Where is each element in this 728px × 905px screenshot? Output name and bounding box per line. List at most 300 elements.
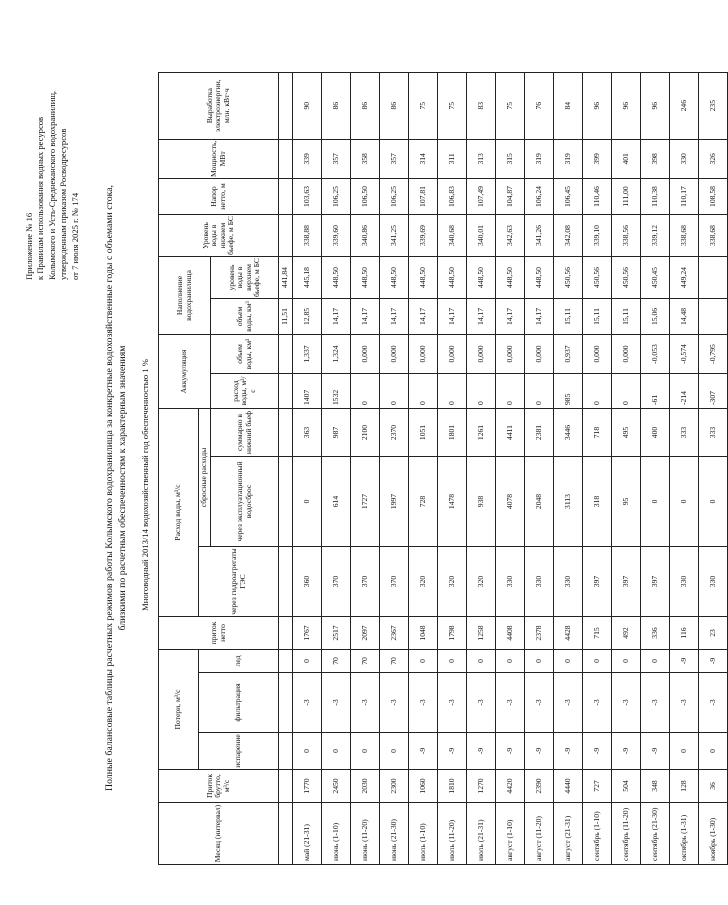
energy-cell: 76: [525, 72, 554, 139]
table-row: [351, 72, 380, 864]
inflow-net-cell: 336: [641, 617, 670, 650]
fill-volume-cell: 14,17: [351, 299, 380, 335]
header-evaporation: испарение: [199, 733, 279, 770]
power-cell: 314: [409, 139, 438, 178]
hpp-discharge-cell: 397: [641, 547, 670, 617]
acc-flow-cell: 0: [525, 374, 554, 409]
ice-cell: 70: [351, 650, 380, 673]
inflow-gross-cell: 1060: [409, 770, 438, 803]
power-cell: 311: [438, 139, 467, 178]
table-body: [293, 72, 728, 864]
total-downstream-cell: 2100: [351, 409, 380, 457]
upstream-level-cell: 448,50: [525, 257, 554, 299]
header-via-spillway: через эксплуатационный водосброс: [211, 457, 279, 547]
month-cell: июнь (1-10): [322, 803, 351, 865]
acc-volume-cell: 0,000: [409, 335, 438, 374]
energy-cell: 75: [438, 72, 467, 139]
power-cell: 358: [351, 139, 380, 178]
inflow-gross-cell: 36: [699, 770, 728, 803]
inflow-gross-cell: 727: [583, 770, 612, 803]
appendix-line: Приложение № 16: [24, 212, 34, 280]
fill-volume-cell: 15,11: [583, 299, 612, 335]
downstream-level-cell: 342,63: [496, 215, 525, 257]
acc-flow-cell: 0: [496, 374, 525, 409]
acc-volume-cell: 0,000: [380, 335, 409, 374]
header-energy: Выработка электроэнергии, млн. кВт·ч: [159, 72, 279, 139]
filtration-cell: -3: [612, 673, 641, 733]
energy-cell: 86: [322, 72, 351, 139]
upstream-level-cell: 448,50: [467, 257, 496, 299]
ice-cell: 0: [496, 650, 525, 673]
table-row: [525, 72, 554, 864]
hpp-discharge-cell: 360: [293, 547, 322, 617]
hpp-discharge-cell: 330: [554, 547, 583, 617]
ice-cell: 0: [438, 650, 467, 673]
evaporation-cell: -9: [641, 733, 670, 770]
month-cell: июнь (11-20): [351, 803, 380, 865]
hpp-discharge-cell: 370: [380, 547, 409, 617]
head-cell: 111,00: [612, 179, 641, 215]
ice-cell: 70: [380, 650, 409, 673]
total-downstream-cell: 2370: [380, 409, 409, 457]
power-cell: 339: [293, 139, 322, 178]
ice-cell: 0: [525, 650, 554, 673]
upstream-level-cell: 448,50: [351, 257, 380, 299]
power-cell: 401: [612, 139, 641, 178]
acc-flow-cell: 0: [583, 374, 612, 409]
downstream-level-cell: 338,68: [699, 215, 728, 257]
inflow-net-cell: 492: [612, 617, 641, 650]
head-cell: 106,45: [554, 179, 583, 215]
document-title: [104, 163, 129, 813]
upstream-level-cell: 450,56: [554, 257, 583, 299]
ice-cell: -9: [699, 650, 728, 673]
total-downstream-cell: 333: [699, 409, 728, 457]
header-fill-volume: объем воды, км³: [211, 299, 279, 335]
acc-flow-cell: 0: [438, 374, 467, 409]
acc-volume-cell: 0,000: [467, 335, 496, 374]
filtration-cell: -3: [641, 673, 670, 733]
month-cell: август (1-10): [496, 803, 525, 865]
header-losses: Потери, м³/с: [159, 650, 199, 770]
power-cell: 357: [380, 139, 409, 178]
downstream-level-cell: 340,86: [351, 215, 380, 257]
table-row: [670, 72, 699, 864]
acc-flow-cell: 1407: [293, 374, 322, 409]
fill-volume-cell: 15,11: [612, 299, 641, 335]
upstream-level-cell: [699, 257, 728, 299]
downstream-level-cell: 341,25: [380, 215, 409, 257]
energy-cell: 90: [293, 72, 322, 139]
header-inflow-net: приток нетто: [159, 617, 279, 650]
inflow-net-cell: 1798: [438, 617, 467, 650]
table-row: [641, 72, 670, 864]
acc-flow-cell: 0: [612, 374, 641, 409]
inflow-gross-cell: 1270: [467, 770, 496, 803]
table-row: [699, 72, 728, 864]
header-acc-flow: расход воды, м³/с: [211, 374, 279, 409]
acc-flow-cell: 0: [467, 374, 496, 409]
ice-cell: 0: [409, 650, 438, 673]
appendix-note: [24, 91, 81, 280]
spillway-discharge-cell: 1997: [380, 457, 409, 547]
title-line: Полные балансовые таблицы расчетных режимов работы Колымского водохранилища за конкретные водохозяйственные годы с объемами стока,: [104, 185, 115, 791]
spillway-discharge-cell: 318: [583, 457, 612, 547]
fill-volume-cell: 14,17: [496, 299, 525, 335]
fill-volume-cell: [699, 299, 728, 335]
downstream-level-cell: 338,56: [612, 215, 641, 257]
acc-flow-cell: -307: [699, 374, 728, 409]
header-inflow-gross: Приток брутто, м³/с: [159, 770, 279, 803]
hpp-discharge-cell: 320: [467, 547, 496, 617]
hpp-discharge-cell: 330: [525, 547, 554, 617]
hpp-discharge-cell: 330: [496, 547, 525, 617]
hpp-discharge-cell: 370: [322, 547, 351, 617]
table-row: [438, 72, 467, 864]
evaporation-cell: 0: [322, 733, 351, 770]
month-cell: ноябрь (1-30): [699, 803, 728, 865]
hpp-discharge-cell: 320: [409, 547, 438, 617]
filtration-cell: -3: [525, 673, 554, 733]
evaporation-cell: -9: [409, 733, 438, 770]
upstream-level-cell: 448,50: [380, 257, 409, 299]
ice-cell: 0: [583, 650, 612, 673]
initial-upstream-level: 441,84: [279, 257, 293, 299]
filtration-cell: -3: [670, 673, 699, 733]
total-downstream-cell: 333: [670, 409, 699, 457]
inflow-gross-cell: 2300: [380, 770, 409, 803]
evaporation-cell: 0: [380, 733, 409, 770]
table-row: [380, 72, 409, 864]
head-cell: 106,24: [525, 179, 554, 215]
header-via-hpp: через гидроагрегаты ГЭС: [199, 547, 279, 617]
downstream-level-cell: 342,08: [554, 215, 583, 257]
evaporation-cell: 0: [670, 733, 699, 770]
hpp-discharge-cell: 330: [670, 547, 699, 617]
spillway-discharge-cell: 3113: [554, 457, 583, 547]
total-downstream-cell: 1051: [409, 409, 438, 457]
ice-cell: 0: [293, 650, 322, 673]
total-downstream-cell: 1801: [438, 409, 467, 457]
head-cell: 108,58: [699, 179, 728, 215]
head-cell: 104,87: [496, 179, 525, 215]
header-downstream-level: Уровень воды в нижнем бьефе, м БС: [159, 215, 279, 257]
hpp-discharge-cell: 330: [699, 547, 728, 617]
month-cell: июль (11-20): [438, 803, 467, 865]
header-spill-group: сбросные расходы: [199, 409, 211, 547]
spillway-discharge-cell: 0: [670, 457, 699, 547]
upstream-level-cell: 448,50: [409, 257, 438, 299]
ice-cell: 0: [467, 650, 496, 673]
header-filtration: фильтрация: [199, 673, 279, 733]
upstream-level-cell: 448,50: [322, 257, 351, 299]
header-acc-volume: объем воды, км³: [211, 335, 279, 374]
fill-volume-cell: 14,17: [409, 299, 438, 335]
downstream-level-cell: 339,60: [322, 215, 351, 257]
table-row: [554, 72, 583, 864]
acc-volume-cell: 1,337: [293, 335, 322, 374]
month-cell: сентябрь (11-20): [612, 803, 641, 865]
evaporation-cell: 0: [293, 733, 322, 770]
spillway-discharge-cell: 95: [612, 457, 641, 547]
evaporation-cell: -9: [467, 733, 496, 770]
downstream-level-cell: 339,10: [583, 215, 612, 257]
ice-cell: 0: [612, 650, 641, 673]
inflow-gross-cell: 4440: [554, 770, 583, 803]
spillway-discharge-cell: 0: [293, 457, 322, 547]
acc-volume-cell: 1,324: [322, 335, 351, 374]
header-discharge: Расход воды, м³/с: [159, 409, 199, 617]
power-cell: 330: [670, 139, 699, 178]
fill-volume-cell: 15,06: [641, 299, 670, 335]
acc-volume-cell: -0,053: [641, 335, 670, 374]
energy-cell: 86: [351, 72, 380, 139]
acc-volume-cell: 0,000: [496, 335, 525, 374]
spillway-discharge-cell: 1478: [438, 457, 467, 547]
inflow-gross-cell: 2450: [322, 770, 351, 803]
fill-volume-cell: 15,11: [554, 299, 583, 335]
hpp-discharge-cell: 370: [351, 547, 380, 617]
inflow-net-cell: 2517: [322, 617, 351, 650]
month-cell: июнь (21-30): [380, 803, 409, 865]
total-downstream-cell: 495: [612, 409, 641, 457]
head-cell: 103,63: [293, 179, 322, 215]
total-downstream-cell: 718: [583, 409, 612, 457]
filtration-cell: -3: [554, 673, 583, 733]
hpp-discharge-cell: 397: [583, 547, 612, 617]
upstream-level-cell: 448,50: [438, 257, 467, 299]
downstream-level-cell: 338,68: [670, 215, 699, 257]
evaporation-cell: -9: [438, 733, 467, 770]
upstream-level-cell: 450,56: [612, 257, 641, 299]
spillway-discharge-cell: 938: [467, 457, 496, 547]
month-cell: октябрь (1-31): [670, 803, 699, 865]
upstream-level-cell: 449,24: [670, 257, 699, 299]
header-total-downstream: суммарно в нижний бьеф: [211, 409, 279, 457]
power-cell: 313: [467, 139, 496, 178]
table-row: [583, 72, 612, 864]
filtration-cell: -3: [322, 673, 351, 733]
head-cell: 106,83: [438, 179, 467, 215]
header-head: Напор нетто, м: [159, 179, 279, 215]
header-ice: лед: [199, 650, 279, 673]
month-cell: сентябрь (1-10): [583, 803, 612, 865]
acc-volume-cell: 0,000: [612, 335, 641, 374]
title-line: близкими по расчетным обеспеченностям к характерным значениям: [116, 345, 128, 631]
month-cell: май (21-31): [293, 803, 322, 865]
table-row: [612, 72, 641, 864]
head-cell: 110,17: [670, 179, 699, 215]
hpp-discharge-cell: 397: [612, 547, 641, 617]
energy-cell: 246: [670, 72, 699, 139]
fill-volume-cell: 14,17: [322, 299, 351, 335]
month-cell: август (21-31): [554, 803, 583, 865]
total-downstream-cell: 1261: [467, 409, 496, 457]
hpp-discharge-cell: 320: [438, 547, 467, 617]
acc-volume-cell: 0,937: [554, 335, 583, 374]
inflow-gross-cell: 128: [670, 770, 699, 803]
total-downstream-cell: 2381: [525, 409, 554, 457]
header-month: Месяц (интервал): [159, 803, 279, 865]
acc-flow-cell: 1532: [322, 374, 351, 409]
total-downstream-cell: 3446: [554, 409, 583, 457]
downstream-level-cell: 339,12: [641, 215, 670, 257]
fill-volume-cell: 14,17: [380, 299, 409, 335]
initial-state-row: [279, 72, 293, 864]
inflow-gross-cell: 504: [612, 770, 641, 803]
fill-volume-cell: 12,85: [293, 299, 322, 335]
filtration-cell: -3: [438, 673, 467, 733]
evaporation-cell: -9: [525, 733, 554, 770]
acc-flow-cell: 0: [380, 374, 409, 409]
filtration-cell: -3: [467, 673, 496, 733]
inflow-gross-cell: 1770: [293, 770, 322, 803]
downstream-level-cell: 340,01: [467, 215, 496, 257]
inflow-gross-cell: 2030: [351, 770, 380, 803]
inflow-net-cell: 4408: [496, 617, 525, 650]
fill-volume-cell: 14,17: [525, 299, 554, 335]
evaporation-cell: 0: [699, 733, 728, 770]
spillway-discharge-cell: 1727: [351, 457, 380, 547]
month-cell: август (11-20): [525, 803, 554, 865]
downstream-level-cell: 338,88: [293, 215, 322, 257]
power-cell: 315: [496, 139, 525, 178]
fill-volume-cell: 14,17: [467, 299, 496, 335]
downstream-level-cell: 339,69: [409, 215, 438, 257]
acc-volume-cell: 0,000: [351, 335, 380, 374]
ice-cell: -9: [670, 650, 699, 673]
acc-flow-cell: 0: [351, 374, 380, 409]
filtration-cell: -3: [409, 673, 438, 733]
power-cell: 399: [583, 139, 612, 178]
head-cell: 106,25: [380, 179, 409, 215]
table-row: [467, 72, 496, 864]
ice-cell: 0: [554, 650, 583, 673]
appendix-line: к Правилам использования водных ресурсов: [35, 116, 46, 280]
acc-flow-cell: -214: [670, 374, 699, 409]
table-row: [322, 72, 351, 864]
header-filling: Наполнение водохранилища: [159, 257, 211, 335]
power-cell: 326: [699, 139, 728, 178]
total-downstream-cell: 363: [293, 409, 322, 457]
inflow-gross-cell: 4420: [496, 770, 525, 803]
filtration-cell: -3: [380, 673, 409, 733]
evaporation-cell: -9: [612, 733, 641, 770]
spillway-discharge-cell: 0: [641, 457, 670, 547]
energy-cell: 96: [612, 72, 641, 139]
appendix-line: от 7 июля 2025 г. № 174: [69, 192, 80, 280]
total-downstream-cell: 987: [322, 409, 351, 457]
fill-volume-cell: 14,48: [670, 299, 699, 335]
power-cell: 357: [322, 139, 351, 178]
acc-volume-cell: 0,000: [525, 335, 554, 374]
upstream-level-cell: 450,56: [583, 257, 612, 299]
appendix-line: Колымского и Усть-Среднеканского водохранилищ,: [46, 90, 57, 280]
inflow-gross-cell: 2390: [525, 770, 554, 803]
acc-flow-cell: -61: [641, 374, 670, 409]
inflow-net-cell: 1767: [293, 617, 322, 650]
ice-cell: 0: [641, 650, 670, 673]
inflow-net-cell: 2378: [525, 617, 554, 650]
table-row: [409, 72, 438, 864]
table-subtitle: Многоводный 2013/14 водохозяйственный год обеспеченностью 1 %: [140, 359, 150, 611]
inflow-net-cell: 2097: [351, 617, 380, 650]
upstream-level-cell: 445,18: [293, 257, 322, 299]
energy-cell: 83: [467, 72, 496, 139]
spillway-discharge-cell: 2048: [525, 457, 554, 547]
month-cell: июль (21-31): [467, 803, 496, 865]
spillway-discharge-cell: 728: [409, 457, 438, 547]
inflow-net-cell: 4428: [554, 617, 583, 650]
evaporation-cell: -9: [496, 733, 525, 770]
fill-volume-cell: 14,17: [438, 299, 467, 335]
acc-volume-cell: 0,000: [583, 335, 612, 374]
inflow-net-cell: 1258: [467, 617, 496, 650]
head-cell: 110,38: [641, 179, 670, 215]
energy-cell: 96: [641, 72, 670, 139]
head-cell: 110,46: [583, 179, 612, 215]
filtration-cell: -3: [293, 673, 322, 733]
inflow-net-cell: 1048: [409, 617, 438, 650]
spillway-discharge-cell: 4078: [496, 457, 525, 547]
total-downstream-cell: 4411: [496, 409, 525, 457]
month-cell: сентябрь (21-30): [641, 803, 670, 865]
header-accumulation: Аккумуляция: [159, 335, 211, 409]
filtration-cell: -3: [583, 673, 612, 733]
initial-fill-volume: 11,51: [279, 299, 293, 335]
head-cell: 107,49: [467, 179, 496, 215]
upstream-level-cell: 448,50: [496, 257, 525, 299]
downstream-level-cell: 340,68: [438, 215, 467, 257]
inflow-net-cell: 2367: [380, 617, 409, 650]
head-cell: 107,81: [409, 179, 438, 215]
energy-cell: 84: [554, 72, 583, 139]
inflow-net-cell: 715: [583, 617, 612, 650]
energy-cell: 86: [380, 72, 409, 139]
table-row: [293, 72, 322, 864]
head-cell: 106,25: [322, 179, 351, 215]
acc-volume-cell: -0,574: [670, 335, 699, 374]
header-power: Мощность, МВт: [159, 139, 279, 178]
spillway-discharge-cell: 614: [322, 457, 351, 547]
filtration-cell: -3: [351, 673, 380, 733]
downstream-level-cell: 341,26: [525, 215, 554, 257]
energy-cell: 96: [583, 72, 612, 139]
head-cell: 106,50: [351, 179, 380, 215]
ice-cell: 70: [322, 650, 351, 673]
evaporation-cell: 0: [351, 733, 380, 770]
evaporation-cell: -9: [583, 733, 612, 770]
evaporation-cell: -9: [554, 733, 583, 770]
acc-flow-cell: 985: [554, 374, 583, 409]
month-cell: июль (1-10): [409, 803, 438, 865]
energy-cell: 235: [699, 72, 728, 139]
inflow-gross-cell: 1810: [438, 770, 467, 803]
energy-cell: 75: [496, 72, 525, 139]
acc-volume-cell: -0,795: [699, 335, 728, 374]
acc-flow-cell: 0: [409, 374, 438, 409]
energy-cell: 75: [409, 72, 438, 139]
power-cell: 319: [554, 139, 583, 178]
filtration-cell: -3: [699, 673, 728, 733]
inflow-net-cell: 116: [670, 617, 699, 650]
inflow-net-cell: 23: [699, 617, 728, 650]
power-cell: 319: [525, 139, 554, 178]
appendix-line: утвержденным приказом Росводресурсов: [58, 128, 69, 280]
spillway-discharge-cell: 0: [699, 457, 728, 547]
table-row: [496, 72, 525, 864]
balance-table: [158, 72, 728, 865]
